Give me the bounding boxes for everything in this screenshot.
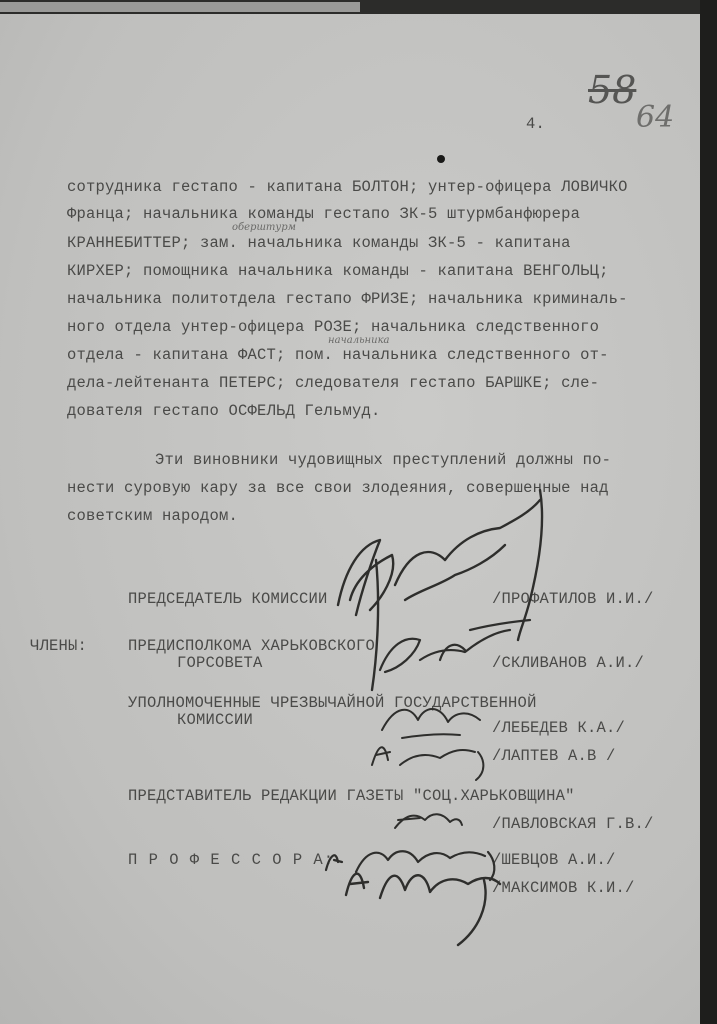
executive-name: /СКЛИВАНОВ А.И./ [492, 654, 645, 672]
body-line-2: Франца; начальника команды гестапо ЗК-5 штурмбанфюрера [67, 205, 581, 223]
page-number: 4. [526, 115, 546, 133]
scan-right-edge [700, 0, 717, 1024]
authorized-name-2: /ЛАПТЕВ А.В / [492, 747, 616, 765]
professor-name-2: /МАКСИМОВ К.И./ [492, 879, 635, 897]
body-line-4: КИРХЕР; помощника начальника команды - капитана ВЕНГОЛЬЦ; [67, 262, 609, 280]
handwritten-insertion-1: оберштурм [232, 222, 296, 233]
professors-label: П Р О Ф Е С С О Р А: [128, 851, 335, 869]
executive-title-line-1: ПРЕДИСПОЛКОМА ХАРЬКОВСКОГО [128, 637, 376, 655]
body-line-7: отдела - капитана ФАСТ; пом. начальника следственного от- [67, 346, 609, 364]
underlying-sheet-edge [0, 2, 360, 12]
body-line-6: ного отдела унтер-офицера РОЗЕ; начальника следственного [67, 318, 600, 336]
authorized-name-1: /ЛЕБЕДЕВ К.А./ [492, 719, 626, 737]
authorized-title-line-1: УПОЛНОМОЧЕННЫЕ ЧРЕЗВЫЧАЙНОЙ ГОСУДАРСТВЕННОЙ [128, 694, 537, 712]
authorized-title-line-2: КОМИССИИ [177, 711, 254, 729]
members-label: ЧЛЕНЫ: [30, 637, 88, 655]
handwritten-insertion-2: начальника [328, 335, 390, 346]
closing-line-2: нести суровую кару за все свои злодеяния, совершенные над [67, 479, 609, 497]
closing-line-3: советским народом. [67, 507, 239, 525]
body-line-8: дела-лейтенанта ПЕТЕРС; следователя гестапо БАРШКЕ; сле- [67, 374, 600, 392]
body-line-9: дователя гестапо ОСФЕЛЬД Гельмуд. [67, 402, 381, 420]
body-line-3: КРАННЕБИТТЕР; зам. начальника команды ЗК-5 - капитана [67, 234, 571, 252]
closing-line-1: Эти виновники чудовищных преступлений должны по- [155, 451, 612, 469]
chairman-name: /ПРОФАТИЛОВ И.И./ [492, 590, 654, 608]
professor-name-1: /ШЕВЦОВ А.И./ [492, 851, 616, 869]
body-line-1: сотрудника гестапо - капитана БОЛТОН; унтер-офицера ЛОВИЧКО [67, 178, 628, 196]
newspaper-representative-title: ПРЕДСТАВИТЕЛЬ РЕДАКЦИИ ГАЗЕТЫ "СОЦ.ХАРЬКОВЩИНА" [128, 787, 575, 805]
archive-number-secondary: 64 [636, 100, 675, 135]
archive-number-primary: 58 [588, 68, 637, 112]
chairman-title: ПРЕДСЕДАТЕЛЬ КОМИССИИ [128, 590, 328, 608]
punch-dot [437, 155, 445, 163]
newspaper-representative-name: /ПАВЛОВСКАЯ Г.В./ [492, 815, 654, 833]
executive-title-line-2: ГОРСОВЕТА [177, 654, 263, 672]
body-line-5: начальника политотдела гестапо ФРИЗЕ; начальника криминаль- [67, 290, 628, 308]
